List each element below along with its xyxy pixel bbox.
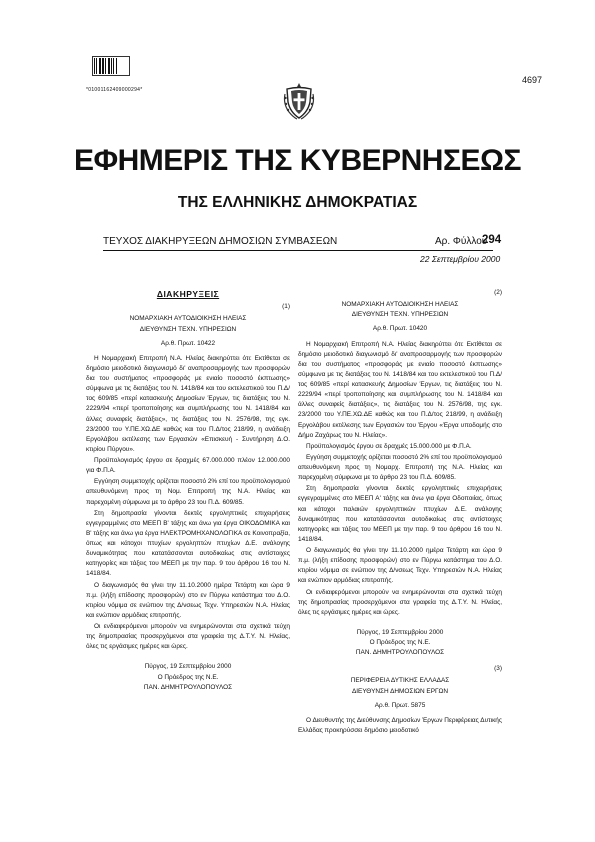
- gazette-title: ΕΦΗΜΕΡΙΣ ΤΗΣ ΚΥΒΕΡΝΗΣΕΩΣ: [73, 144, 522, 177]
- notice-department: ΔΙΕΥΘΥΝΣΗ ΤΕΧΝ. ΥΠΗΡΕΣΙΩΝ: [139, 325, 237, 333]
- gazette-subtitle: ΤΗΣ ΕΛΛΗΝΙΚΗΣ ΔΗΜΟΚΡΑΤΙΑΣ: [177, 194, 418, 211]
- barcode-number: *01001162409000294*: [86, 87, 143, 93]
- notice-department: ΔΙΕΥΘΥΝΣΗ ΔΗΜΟΣΙΩΝ ΕΡΓΩΝ: [351, 687, 449, 695]
- signature-name: ΠΑΝ. ΔΗΜΗΤΡΟΥΛΟΠΟΥΛΟΣ: [355, 649, 445, 657]
- notice-paragraph: Η Νομαρχιακή Επιτροπή Ν.Α. Ηλείας διακηρύττει ότι: Εκτίθεται σε δημόσιο μειοδοτικό διαγωνισμό δι' αναπροσαρμογής των προσφορών δια του συστήματος «προσφοράς με ενιαίο ποσοστό έκπτωσης» σύμφωνα με τις διατάξεις του Ν. 1418/84 και του εκτελεστικού του Π.Δ/τος 609/85 «περί κατασκευής Δημοσίων Έργων, τις διατάξεις του Ν. 2229/94 «περί τροποποίησης και συμπλήρωσης του Ν. 1418/84 και άλλες συναφείς διατάξεις», τις διατάξεις του Ν. 2576/98, της εγκ. 23/2000 του Υ.ΠΕ.ΧΩ.ΔΕ καθώς και του Π.Δ/τος 218/99, η ανάδειξη Εργολάβου εκτέλεσης των Εργασιών του Έργου «Έργα υποδομής στο Δήμο Ζαχάρως του Ν. Ηλείας».: [298, 340, 502, 439]
- notice-paragraph: Εγγύηση συμμετοχής ορίζεται ποσοστό 2% επί του προϋπολογισμού απευθυνόμενη προς τη Νομ. Επιτροπή της Ν.Α. Ηλείας και παρεχομένη σύμφωνα με το άρθρο 23 του Π.Δ. 609/85.: [86, 478, 290, 506]
- notice-paragraph: Εγγύηση συμμετοχής ορίζεται ποσοστό 2% επί του προϋπολογισμού απευθυνόμενη προς τη Νομαρχ. Επιτροπή της Ν.Α. Ηλείας και παρεχομένη σύμφωνα με το άρθρο 23 του Π.Δ. 609/85.: [298, 453, 502, 482]
- issue-type: ΤΕΥΧΟΣ ΔΙΑΚΗΡΥΞΕΩΝ ΔΗΜΟΣΙΩΝ ΣΥΜΒΑΣΕΩΝ: [103, 236, 338, 247]
- barcode: [92, 56, 130, 76]
- issue-number-label: Αρ. Φύλλου: [435, 236, 488, 247]
- notice-paragraph: Στη δημοπρασία γίνονται δεκτές εργοληπτικές επιχειρήσεις εγγεγραμμένες στο ΜΕΕΠ Α' τάξης και άνω για έργα Οδοποιίας, όπως και κάτοχοι παλαιών εργοληπτικών πτυχίων Δ.Ε. ανάλογης δυναμικότητας που κατατάσσονται αυτοδικαίως στις αντίστοιχες κατηγορίες και τάξεις του ΜΕΕΠ με την παρ. 9 του άρθρου 16 του Ν. 1418/84.: [298, 485, 502, 543]
- notice-number: (1): [282, 303, 290, 311]
- coat-of-arms-icon: [282, 80, 316, 122]
- left-column: [86, 288, 290, 693]
- barcode-stripe: [118, 58, 119, 74]
- notice-department: ΔΙΕΥΘΥΝΣΗ ΤΕΧΝ. ΥΠΗΡΕΣΙΩΝ: [351, 311, 449, 319]
- section-heading: ΔΙΑΚΗΡΥΞΕΙΣ: [156, 289, 220, 299]
- notice-paragraph: Οι ενδιαφερόμενοι μπορούν να ενημερώνονται στα σχετικά τεύχη της δημοπρασίας προσερχόμενοι στα γραφεία της Δ.Τ.Υ. Ν. Ηλείας, όλες τις εργάσιμες ημέρες και ώρες.: [86, 623, 290, 651]
- notice-paragraph: Ο διαγωνισμός θα γίνει την 11.10.2000 ημέρα Τετάρτη και ώρα 9 π.μ. (λήξη επίδοσης προσφορών) στο εν Πύργω κατάστημα του Δ.Ο. κτιρίου νόμιμα σε ενώπιον της Δ/νσεως Τεχν. Υπηρεσιών Ν.Α. Ηλείας και ενώπιον αρμόδιας επιτροπής.: [298, 547, 502, 585]
- notice-paragraph: Στη δημοπρασία γίνονται δεκτές εργοληπτικές επιχειρήσεις εγγεγραμμένες στο ΜΕΕΠ Β' τάξης και άνω για έργα ΟΙΚΟΔΟΜΙΚΑ και Β' τάξης και άνω για έργα ΗΛΕΚΤΡΟΜΗΧΑΝΟΛΟΓΙΚΑ σε Κοινοπραξία, όπως και κάτοχοι πτυχίων εργοληπτών πτυχίων Δ.Ε. ανάλογης δυναμικότητας που κατατάσσονται αυτοδικαίως στις αντίστοιχες κατηγορίες και τάξεις του ΜΕΕΠ με την παρ. 9 του άρθρου 16 του Ν. 1418/84.: [86, 509, 290, 578]
- signature-role: Ο Πρόεδρος της Ν.Ε.: [157, 673, 219, 681]
- notice-paragraph: Ο Διευθυντής της Διεύθυνσης Δημοσίων Έργων Περιφέρειας Δυτικής Ελλάδας προκηρύσσει δημόσιο μειοδοτικό: [298, 716, 502, 734]
- protocol-number: Αρ.θ. Πρωτ. 5875: [374, 701, 426, 709]
- page-number: 4697: [522, 75, 543, 85]
- protocol-number: Αρ.θ. Πρωτ. 10420: [372, 325, 428, 333]
- notice-authority: ΠΕΡΙΦΕΡΕΙΑ ΔΥΤΙΚΗΣ ΕΛΛΑΔΑΣ: [350, 677, 450, 685]
- notice-paragraph: Η Νομαρχιακή Επιτροπή Ν.Α. Ηλείας διακηρύττει ότι: Εκτίθεται σε δημόσιο μειοδοτικό διαγωνισμό δι' αναπροσαρμογής των προσφορών δια του συστήματος «προσφοράς με ενιαίο ποσοστό έκπτωσης» σύμφωνα με τις διατάξεις του Ν. 1418/84 και του εκτελεστικού του Π.Δ/τος 609/85 «περί κατασκευής Δημοσίων Έργων, τις διατάξεις του Ν. 2229/94 «περί τροποποίησης και συμπλήρωσης του Ν. 1418/84 και άλλες συναφείς διατάξεις», τις διατάξεις του Ν. 2576/98, της εγκ. 23/2000 του Υ.ΠΕ.ΧΩ.ΔΕ καθώς και του Π.Δ/τος 218/99, η ανάδειξη Εργολάβου εκτέλεσης των Εργασιών «Επισκευή - Συντήρηση Δ.Ο. κτιρίου Πύργου».: [86, 354, 290, 453]
- notice-paragraph: Προϋπολογισμός έργου σε δραχμές 67.000.000 πλέον 12.000.000 για Φ.Π.Α.: [86, 457, 290, 475]
- notice-number: (2): [494, 289, 502, 296]
- issue-number: 294: [482, 234, 502, 246]
- notice-paragraph: Ο διαγωνισμός θα γίνει την 11.10.2000 ημέρα Τετάρτη και ώρα 9 π.μ. (λήξη επίδοσης προσφορών) στο εν Πύργω κατάστημα του Δ.Ο. κτιρίου νόμιμα σε ενώπιον της Δ/νσεως Τεχν. Υπηρεσιών Ν.Α. Ηλείας και ενώπιον αρμόδιας επιτροπής.: [86, 581, 290, 619]
- signature-role: Ο Πρόεδρος της Ν.Ε.: [369, 639, 431, 646]
- notice-authority: ΝΟΜΑΡΧΙΑΚΗ ΑΥΤΟΔΙΟΙΚΗΣΗ ΗΛΕΙΑΣ: [341, 301, 459, 309]
- protocol-number: Αρ.θ. Πρωτ. 10422: [160, 339, 216, 347]
- right-column: [298, 288, 502, 737]
- header-rule: [103, 250, 493, 251]
- notice-paragraph: Προϋπολογισμός έργου σε δραχμές 15.000.000 με Φ.Π.Α.: [306, 442, 472, 450]
- signature-place-date: Πύργος, 19 Σεπτεμβρίου 2000: [356, 628, 444, 636]
- signature-name: ΠΑΝ. ΔΗΜΗΤΡΟΥΛΟΠΟΥΛΟΣ: [143, 683, 233, 691]
- notice-number: (3): [494, 665, 502, 673]
- issue-date: 22 Σεπτεμβρίου 2000: [420, 254, 501, 264]
- notice-authority: ΝΟΜΑΡΧΙΑΚΗ ΑΥΤΟΔΙΟΙΚΗΣΗ ΗΛΕΙΑΣ: [129, 315, 247, 323]
- notice-paragraph: Οι ενδιαφερόμενοι μπορούν να ενημερώνονται στα σχετικά τεύχη της δημοπρασίας προσερχόμενοι στα γραφεία της Δ.Τ.Υ. Ν. Ηλείας, όλες τις εργάσιμες ημέρες και ώρες.: [298, 588, 502, 616]
- signature-place-date: Πύργος, 19 Σεπτεμβρίου 2000: [144, 663, 232, 671]
